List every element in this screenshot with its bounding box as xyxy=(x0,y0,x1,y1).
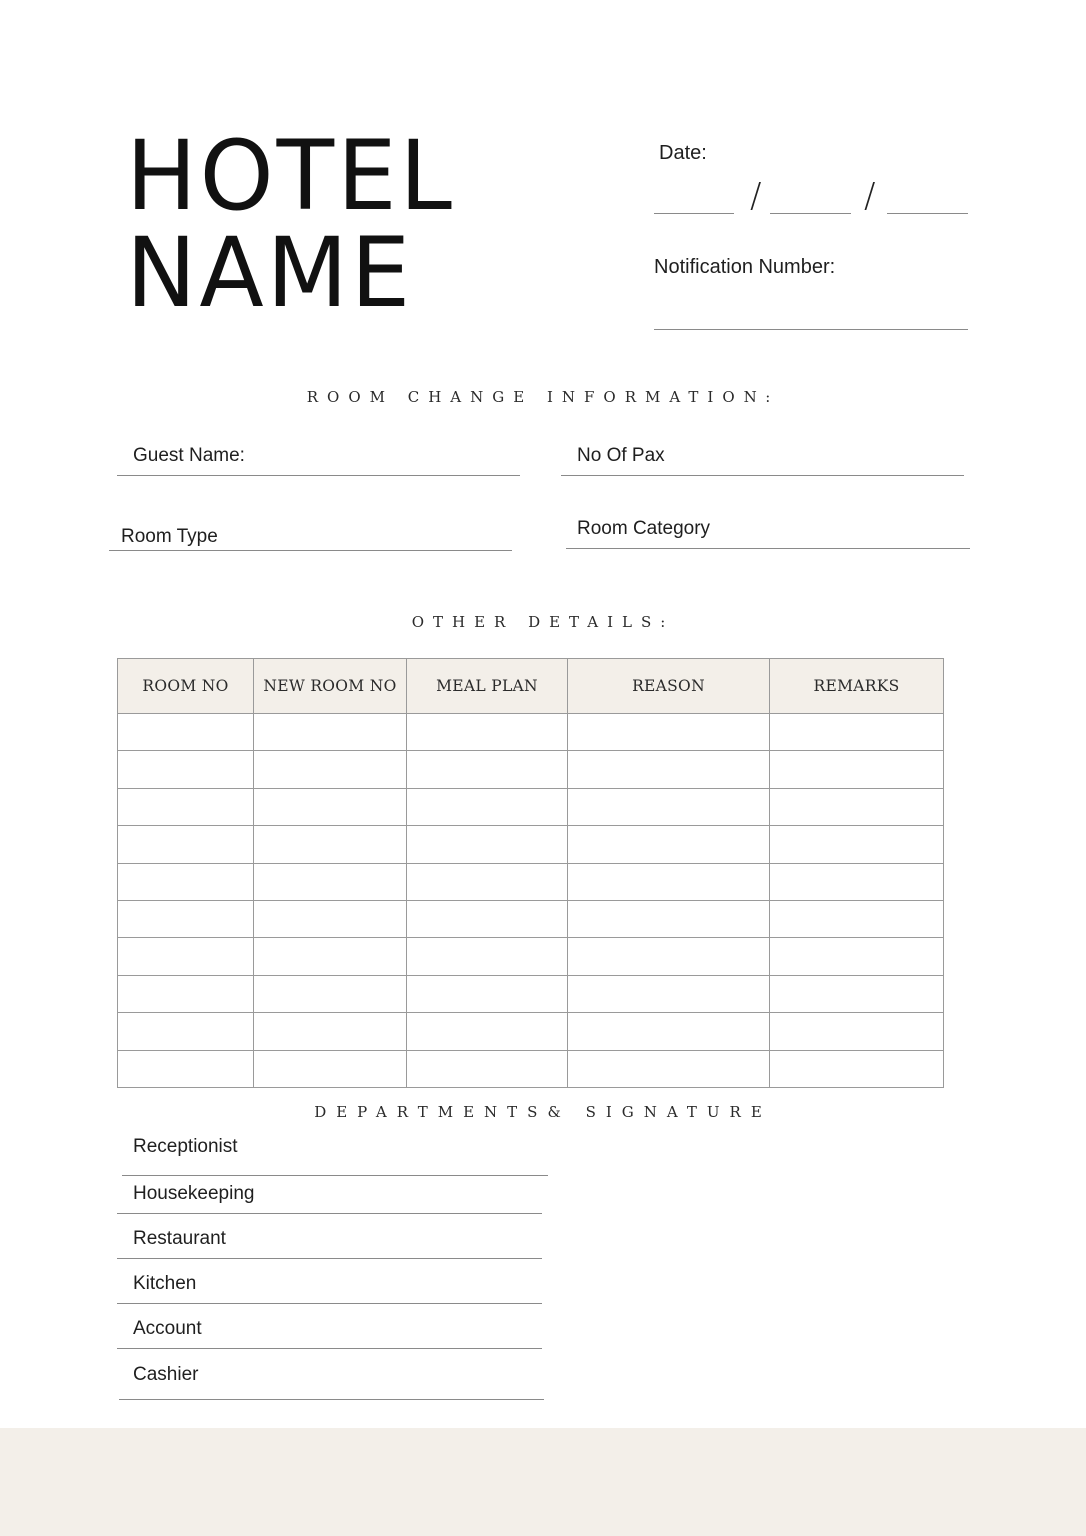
departments-signature-heading: DEPARTMENTS& SIGNATURE xyxy=(314,1103,772,1121)
table-cell[interactable] xyxy=(118,788,254,825)
other-details-table xyxy=(117,658,944,1088)
table-cell[interactable] xyxy=(568,1050,770,1087)
table-cell[interactable] xyxy=(254,863,407,900)
table-cell[interactable] xyxy=(568,900,770,937)
table-row xyxy=(118,863,944,900)
table-cell[interactable] xyxy=(568,938,770,975)
table-cell[interactable] xyxy=(770,826,944,863)
department-account-signature-line[interactable] xyxy=(117,1348,542,1349)
table-cell[interactable] xyxy=(568,714,770,751)
table-cell[interactable] xyxy=(407,714,568,751)
department-kitchen-signature-line[interactable] xyxy=(117,1303,542,1304)
room-type-field[interactable] xyxy=(109,550,512,551)
column-header-new-room-no: NEW ROOM NO xyxy=(254,659,407,714)
table-row xyxy=(118,975,944,1012)
column-header-room-no: ROOM NO xyxy=(118,659,254,714)
table-cell[interactable] xyxy=(770,900,944,937)
hotel-name-title-line1: HOTEL xyxy=(126,120,455,232)
department-receptionist-signature-line[interactable] xyxy=(122,1175,548,1176)
other-details-heading: OTHER DETAILS: xyxy=(411,613,675,631)
table-cell[interactable] xyxy=(254,1050,407,1087)
column-header-remarks: REMARKS xyxy=(770,659,944,714)
department-receptionist-label: Receptionist xyxy=(133,1136,238,1157)
table-cell[interactable] xyxy=(770,938,944,975)
table-header-row xyxy=(118,659,944,714)
table-cell[interactable] xyxy=(254,975,407,1012)
table-body xyxy=(118,714,944,1088)
table-cell[interactable] xyxy=(118,826,254,863)
department-restaurant-label: Restaurant xyxy=(133,1228,226,1249)
table-cell[interactable] xyxy=(568,751,770,788)
department-housekeeping-signature-line[interactable] xyxy=(117,1213,542,1214)
table-cell[interactable] xyxy=(407,938,568,975)
department-kitchen-label: Kitchen xyxy=(133,1273,197,1294)
department-account-label: Account xyxy=(133,1318,202,1339)
table-cell[interactable] xyxy=(770,863,944,900)
table-cell[interactable] xyxy=(770,975,944,1012)
table-cell[interactable] xyxy=(118,975,254,1012)
table-row xyxy=(118,938,944,975)
table-cell[interactable] xyxy=(770,1050,944,1087)
department-cashier-signature-line[interactable] xyxy=(119,1399,544,1400)
footer-band xyxy=(0,1428,1086,1536)
table-row xyxy=(118,1050,944,1087)
table-row xyxy=(118,900,944,937)
column-header-reason: REASON xyxy=(568,659,770,714)
table-cell[interactable] xyxy=(118,863,254,900)
table-cell[interactable] xyxy=(254,1013,407,1050)
table-cell[interactable] xyxy=(118,751,254,788)
table-cell[interactable] xyxy=(118,1050,254,1087)
table-row xyxy=(118,826,944,863)
table-cell[interactable] xyxy=(407,826,568,863)
table-row xyxy=(118,751,944,788)
table-cell[interactable] xyxy=(254,788,407,825)
guest-name-field[interactable] xyxy=(117,475,520,476)
table-cell[interactable] xyxy=(568,1013,770,1050)
table-cell[interactable] xyxy=(254,938,407,975)
department-cashier-label: Cashier xyxy=(133,1364,199,1385)
table-cell[interactable] xyxy=(254,751,407,788)
date-separator-2: / xyxy=(864,176,876,216)
table-cell[interactable] xyxy=(118,714,254,751)
table-cell[interactable] xyxy=(770,1013,944,1050)
table-cell[interactable] xyxy=(770,751,944,788)
table-cell[interactable] xyxy=(118,1013,254,1050)
table-cell[interactable] xyxy=(770,788,944,825)
date-year-field[interactable] xyxy=(887,213,968,214)
hotel-name-title-line2: NAME xyxy=(126,217,414,329)
table-cell[interactable] xyxy=(407,1050,568,1087)
table-cell[interactable] xyxy=(407,788,568,825)
notification-number-field[interactable] xyxy=(654,329,968,330)
table-row xyxy=(118,788,944,825)
room-category-label: Room Category xyxy=(577,518,711,539)
room-change-heading: ROOM CHANGE INFORMATION: xyxy=(306,388,780,406)
table-cell[interactable] xyxy=(254,826,407,863)
department-restaurant-signature-line[interactable] xyxy=(117,1258,542,1259)
department-housekeeping-label: Housekeeping xyxy=(133,1183,255,1204)
date-day-field[interactable] xyxy=(654,213,734,214)
table-cell[interactable] xyxy=(407,900,568,937)
table-cell[interactable] xyxy=(568,975,770,1012)
date-label: Date: xyxy=(659,142,707,164)
date-separator-1: / xyxy=(750,176,762,216)
table-cell[interactable] xyxy=(407,975,568,1012)
table-cell[interactable] xyxy=(254,900,407,937)
pax-label: No Of Pax xyxy=(577,445,665,466)
room-category-field[interactable] xyxy=(566,548,970,549)
table-cell[interactable] xyxy=(770,714,944,751)
column-header-meal-plan: MEAL PLAN xyxy=(407,659,568,714)
table-cell[interactable] xyxy=(118,900,254,937)
table-row xyxy=(118,1013,944,1050)
table-cell[interactable] xyxy=(568,826,770,863)
table-cell[interactable] xyxy=(118,938,254,975)
table-cell[interactable] xyxy=(568,788,770,825)
table-cell[interactable] xyxy=(568,863,770,900)
guest-name-label: Guest Name: xyxy=(133,445,245,466)
room-type-label: Room Type xyxy=(121,526,218,547)
notification-number-label: Notification Number: xyxy=(654,256,836,278)
table-cell[interactable] xyxy=(407,751,568,788)
table-row xyxy=(118,714,944,751)
date-month-field[interactable] xyxy=(770,213,851,214)
table-cell[interactable] xyxy=(407,863,568,900)
table-cell[interactable] xyxy=(254,714,407,751)
pax-field[interactable] xyxy=(561,475,964,476)
table-cell[interactable] xyxy=(407,1013,568,1050)
